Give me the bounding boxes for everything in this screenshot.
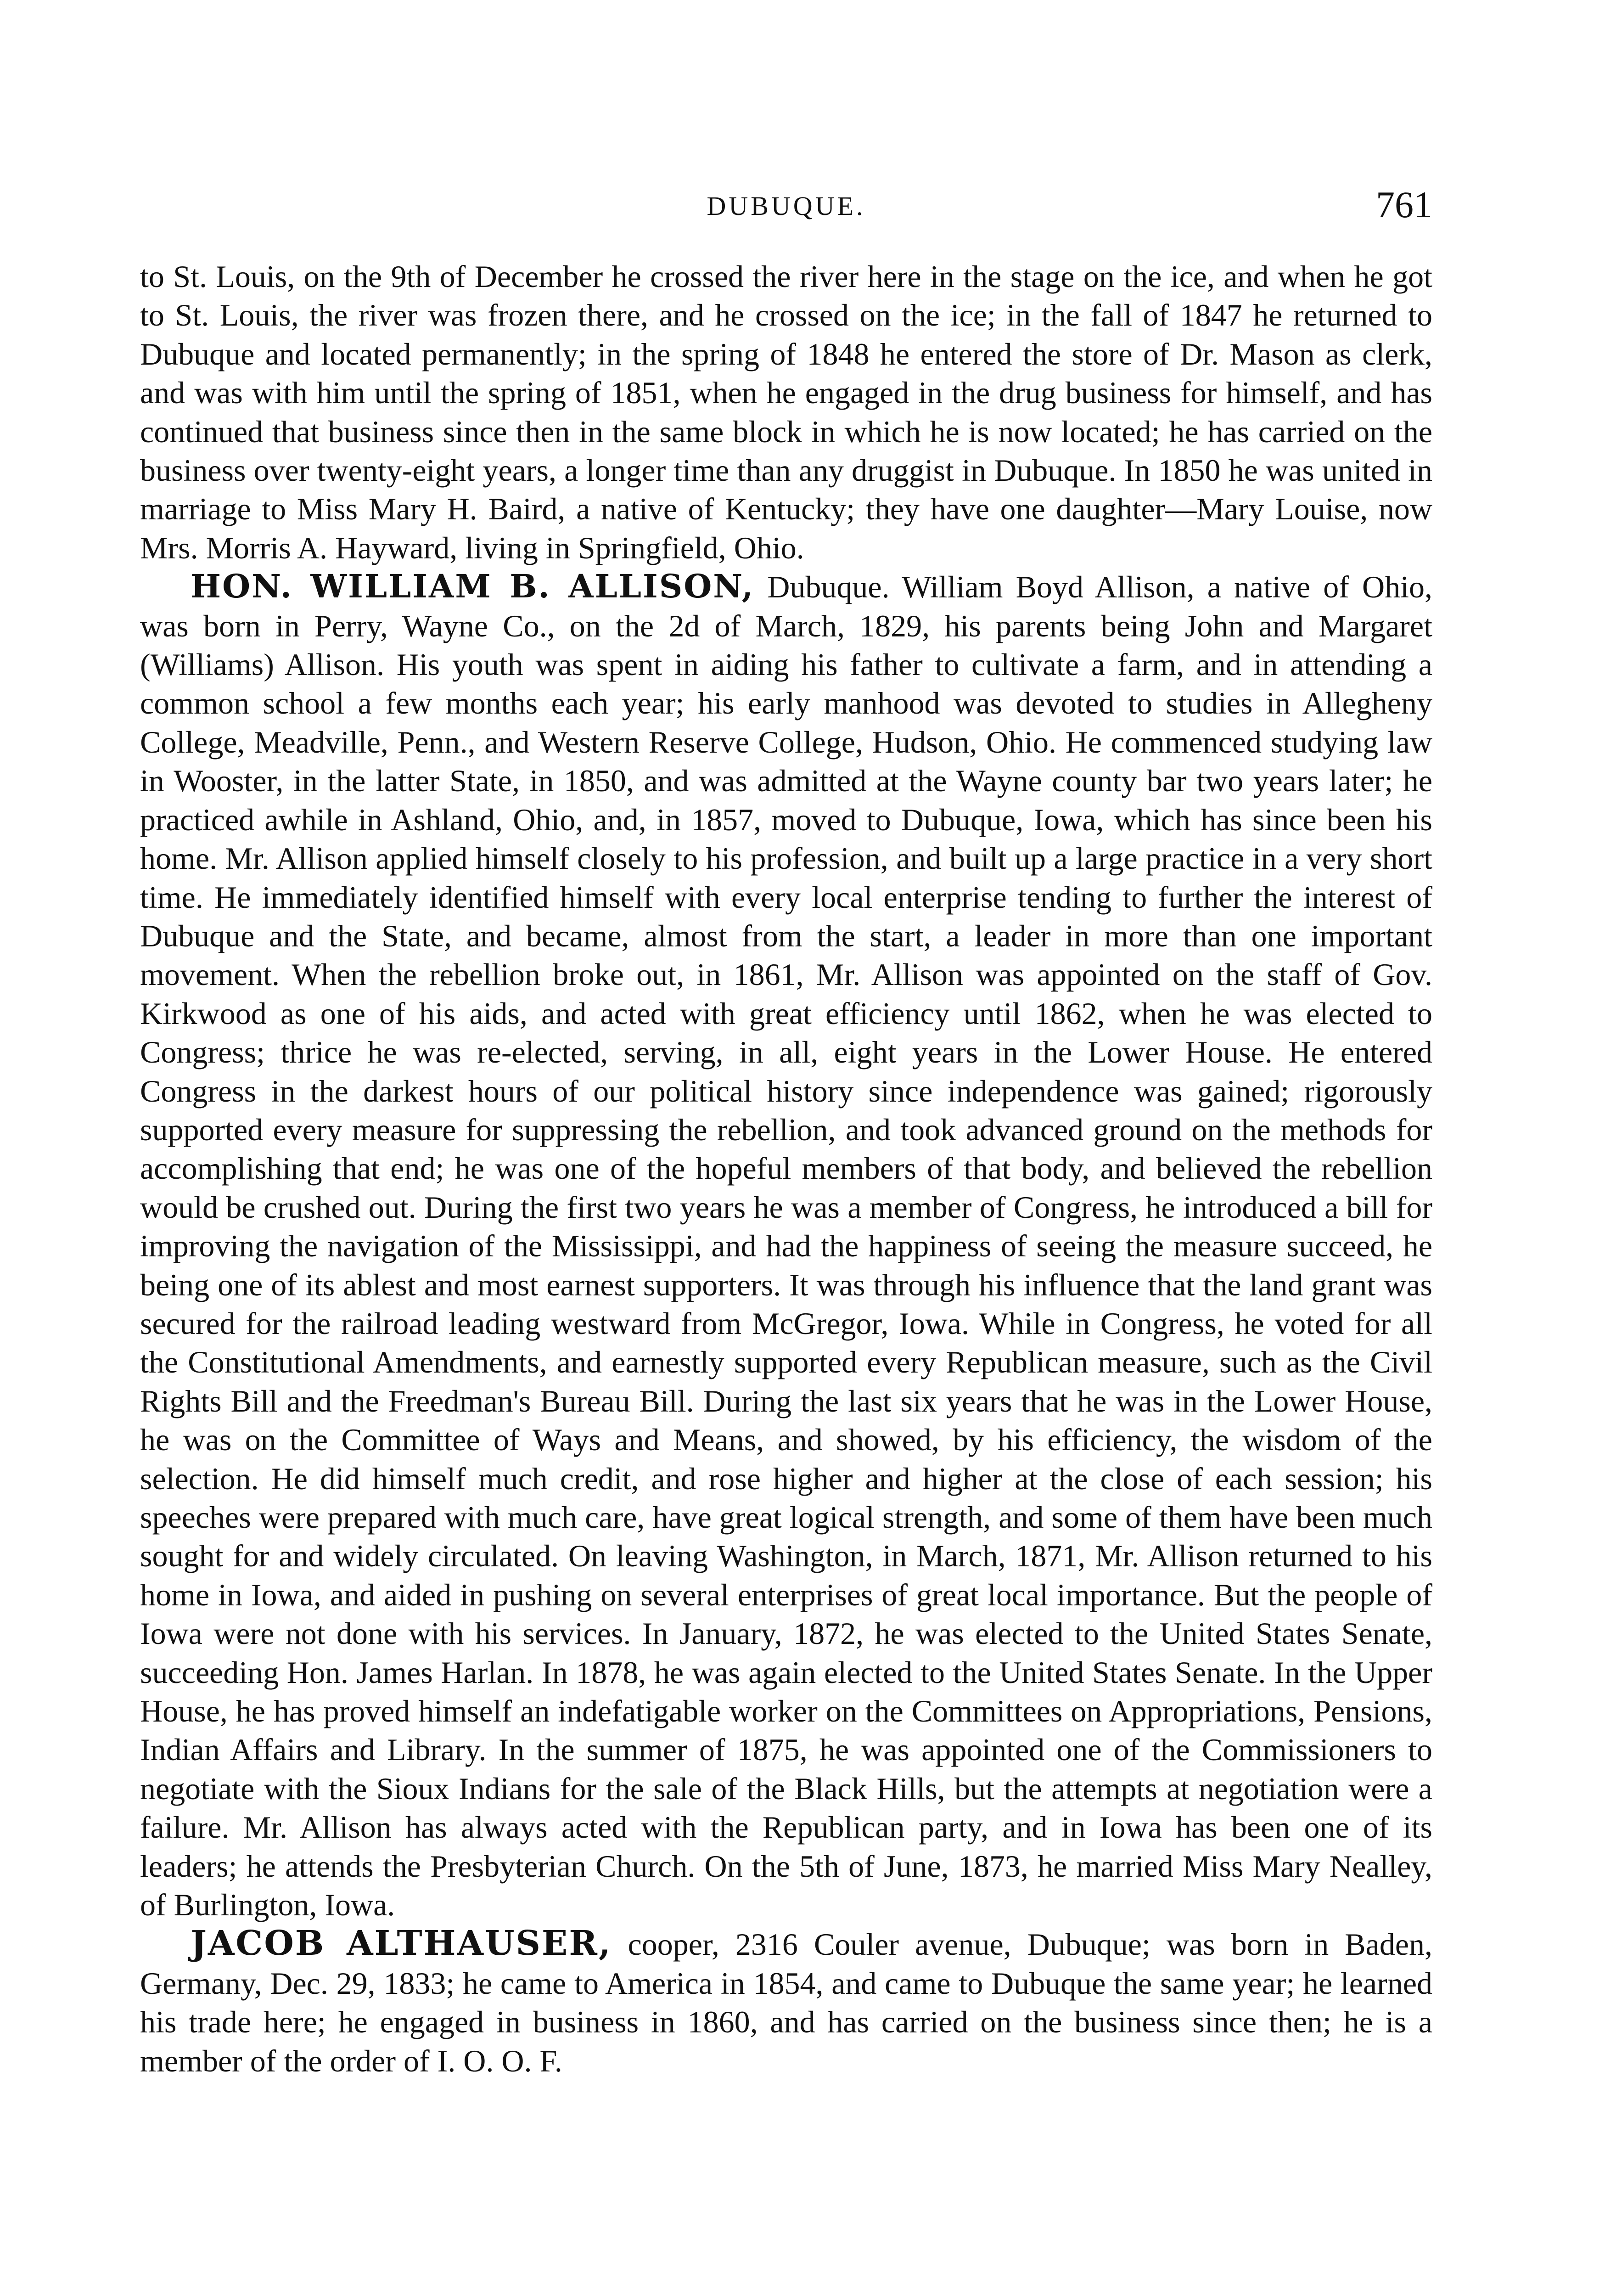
entry-text-althauser: cooper, 2316 Couler avenue, Dubuque; was born in Baden, Germany, Dec. 29, 1833; he came to America in 1854, and came to Dubuque the same year; he learned his trade here; he engaged in business in 1860, and has carried on the business since then; he is a member of the order of I. O. O. F. [140,1927,1432,2078]
body-text [140,257,1432,2080]
running-title: DUBUQUE. [707,191,866,221]
entry-text-allison: Dubuque. William Boyd Allison, a native of Ohio, was born in Perry, Wayne Co., on the 2d of March, 1829, his parents being John and Margaret (Williams) Allison. His youth was spent in aiding his father to cultivate a farm, and in attending a common school a few months each year; his early manhood was devoted to studies in Allegheny College, Meadville, Penn., and Western Reserve College, Hudson, Ohio. He commenced studying law in Wooster, in the latter State, in 1850, and was admitted at the Wayne county bar two years later; he practiced awhile in Ashland, Ohio, and, in 1857, moved to Dubuque, Iowa, which has since been his home. Mr. Allison applied himself closely to his profession, and built up a large practice in a very short time. He immediately identified himself with every local enterprise tending to further the interest of Dubuque and the State, and became, almost from the start, a leader in more than one important movement. When the rebellion broke out, in 1861, Mr. Allison was appointed on the staff of Gov. Kirkwood as one of his aids, and acted with great efficiency until 1862, when he was elected to Congress; thrice he was re-elected, serving, in all, eight years in the Lower House. He entered Congress in the darkest hours of our political history since independence was gained; rigorously supported every measure for suppressing the rebellion, and took advanced ground on the methods for accomplishing that end; he was one of the hopeful members of that body, and believed the rebellion would be crushed out. During the first two years he was a member of Congress, he introduced a bill for improving the navigation of the Mississippi, and had the happiness of seeing the measure succeed, he being one of its ablest and most earnest supporters. It was through his influence that the land grant was secured for the railroad leading westward from McGregor, Iowa. While in Congress, he voted for all the Constitutional Amendments, and earnestly supported every Republican measure, such as the Civil Rights Bill and the Freedman's Bureau Bill. During the last six years that he was in the Lower House, he was on the Committee of Ways and Means, and showed, by his efficiency, the wisdom of the selection. He did himself much credit, and rose higher and higher at the close of each session; his speeches were prepared with much care, have great logical strength, and some of them have been much sought for and widely circulated. On leaving Washington, in March, 1871, Mr. Allison returned to his home in Iowa, and aided in pushing on several enterprises of great local importance. But the people of Iowa were not done with his services. In January, 1872, he was elected to the United States Senate, succeeding Hon. James Harlan. In 1878, he was again elected to the United States Senate. In the Upper House, he has proved himself an indefatigable worker on the Committees on Appropriations, Pensions, Indian Affairs and Library. In the summer of 1875, he was appointed one of the Commissioners to negotiate with the Sioux Indians for the sale of the Black Hills, but the attempts at negotiation were a failure. Mr. Allison has always acted with the Republican party, and in Iowa has been one of its leaders; he attends the Presbyterian Church. On the 5th of June, 1873, he married Miss Mary Nealley, of Burlington, Iowa. [140,569,1432,1923]
entry-name-allison: HON. WILLIAM B. ALLISON, [191,567,755,606]
page-header [140,181,1432,236]
entry-name-althauser: JACOB ALTHAUSER, [191,1924,612,1964]
page-number: 761 [1376,184,1432,225]
entry-althauser [140,1924,1432,2080]
entry-allison [140,567,1432,1924]
continuation-paragraph: to St. Louis, on the 9th of December he crossed the river here in the stage on the ice, and when he got to St. Louis, the river was frozen there, and he crossed on the ice; in the fall of 1847 he returned to Dubuque and located permanently; in the spring of 1848 he entered the store of Dr. Mason as clerk, and was with him until the spring of 1851, when he engaged in the drug business for himself, and has continued that business since then in the same block in which he is now located; he has carried on the business over twenty-eight years, a longer time than any druggist in Dubuque. In 1850 he was united in marriage to Miss Mary H. Baird, a native of Kentucky; they have one daughter—Mary Louise, now Mrs. Morris A. Hayward, living in Springfield, Ohio. [140,259,1432,565]
